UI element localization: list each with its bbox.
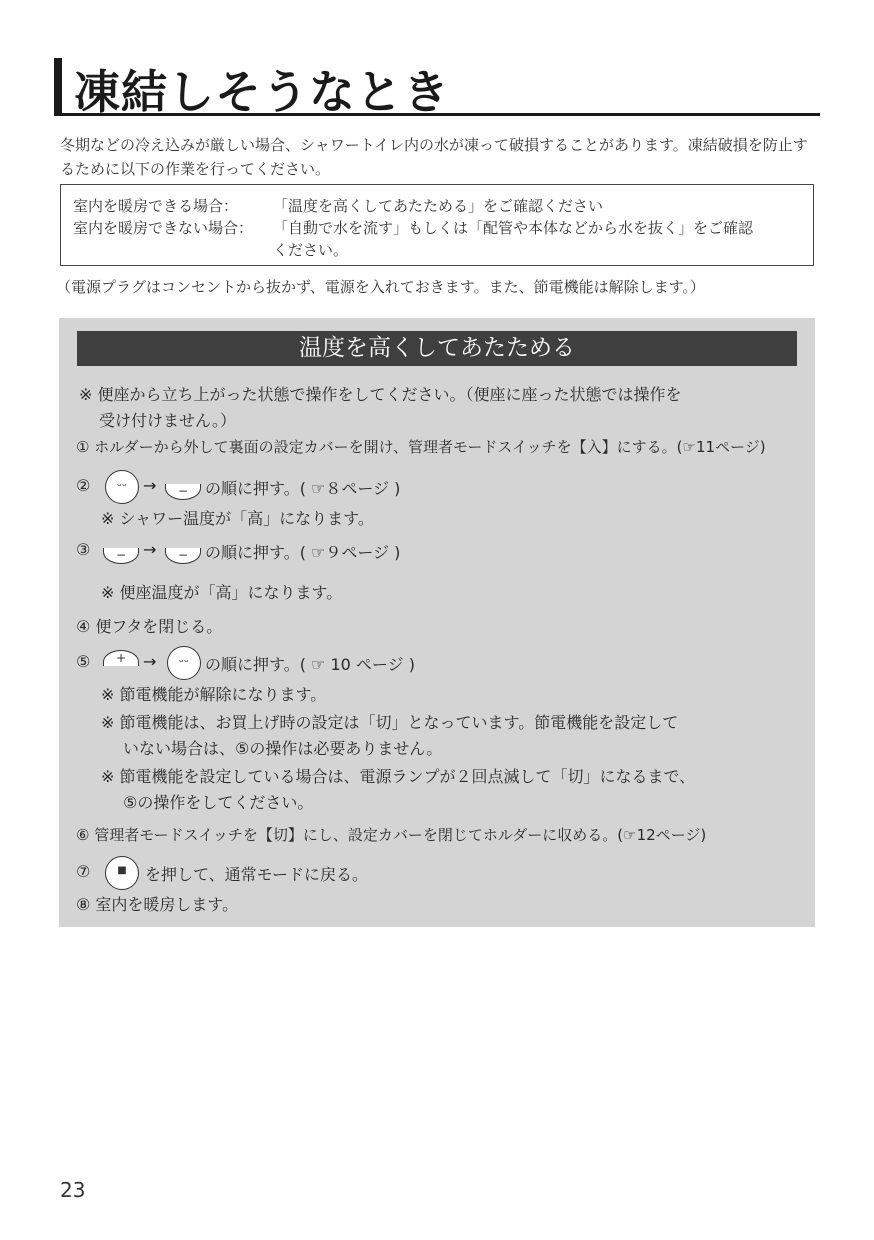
step-2-number: ② (76, 476, 91, 495)
arrow-icon: → (143, 476, 157, 495)
intro-text: 冬期などの冷え込みが厳しい場合、シャワートイレ内の水が凍って破損することがあります。凍結破損を防止するために以下の作業を行ってください。 (60, 136, 808, 178)
title-bar (54, 58, 820, 119)
step-5-number: ⑤ (76, 652, 91, 671)
step-7-text: を押して、通常モードに戻る。 (145, 865, 369, 884)
shower-symbol: ᵕᵕ (179, 655, 189, 669)
info-box (60, 184, 814, 266)
caution-text-cont: 受け付けません。） (99, 411, 236, 430)
info-row-heatable (73, 195, 604, 216)
info-row-not-heatable (73, 217, 754, 238)
caution-text: ※ 便座から立ち上がった状態で操作をしてください。（便座に座った状態では操作を (79, 385, 682, 404)
step-4: ④ 便フタを閉じる。 (76, 617, 223, 636)
step-5-text: の順に押す。( ☞ 10 ページ ) (205, 655, 415, 674)
step-1: ① ホルダーから外して裏面の設定カバーを開け、管理者モードスイッチを【入】にする。(☞11ページ) (76, 438, 766, 456)
step-2-note: ※ シャワー温度が「高」になります。 (101, 509, 374, 528)
info-value: 「温度を高くしてあたためる」をご確認ください (273, 197, 604, 215)
stop-button-icon (105, 856, 139, 890)
panel-heading: 温度を高くしてあたためる (77, 331, 797, 366)
info-value: 「自動で水を流す」もしくは「配管や本体などから水を抜く」をご確認 (273, 219, 754, 237)
step-2-text: の順に押す。( ☞８ページ ) (205, 479, 401, 498)
power-note: （電源プラグはコンセントから抜かず、電源を入れておきます。また、節電機能は解除します。） (56, 278, 705, 296)
minus-button-icon (165, 484, 201, 500)
step-3-note: ※ 便座温度が「高」になります。 (101, 583, 343, 602)
shower-button-icon (105, 470, 139, 504)
step-5-note-3: ※ 節電機能を設定している場合は、電源ランプが２回点滅して「切」になるまで、 (101, 767, 696, 786)
arrow-icon: → (143, 652, 157, 671)
step-8: ⑧ 室内を暖房します。 (76, 895, 239, 914)
plus-button-icon (103, 650, 139, 666)
step-5-note-1: ※ 節電機能が解除になります。 (101, 685, 327, 704)
shower-button-icon (167, 646, 201, 680)
minus-button-icon (165, 548, 201, 564)
step-3-text: の順に押す。( ☞９ページ ) (205, 543, 401, 562)
stop-symbol: ■ (117, 865, 127, 876)
step-5-note-3-cont: ⑤の操作をしてください。 (123, 793, 314, 812)
arrow-icon: → (143, 540, 157, 559)
step-3-number: ③ (76, 540, 91, 559)
minus-button-icon (103, 548, 139, 564)
step-5-note-2: ※ 節電機能は、お買上げ時の設定は「切」となっています。節電機能を設定して (101, 713, 679, 732)
step-6: ⑥ 管理者モードスイッチを【切】にし、設定カバーを閉じてホルダーに収める。(☞12ページ) (76, 826, 707, 844)
minus-symbol: − (177, 548, 189, 562)
info-label: 室内を暖房できない場合： (73, 219, 254, 237)
step-5-note-2-cont: いない場合は、⑤の操作は必要ありません。 (123, 739, 443, 758)
plus-symbol: + (115, 651, 127, 665)
page-number: 23 (60, 1178, 86, 1202)
info-label: 室内を暖房できる場合： (73, 197, 239, 215)
minus-symbol: − (115, 548, 127, 562)
step-7-number: ⑦ (76, 862, 91, 881)
warming-panel (59, 318, 815, 927)
shower-symbol: ᵕᵕ (117, 479, 127, 493)
page-title: 凍結しそうなとき (74, 65, 450, 119)
minus-symbol: − (177, 484, 189, 498)
info-value-cont: ください。 (273, 241, 349, 259)
